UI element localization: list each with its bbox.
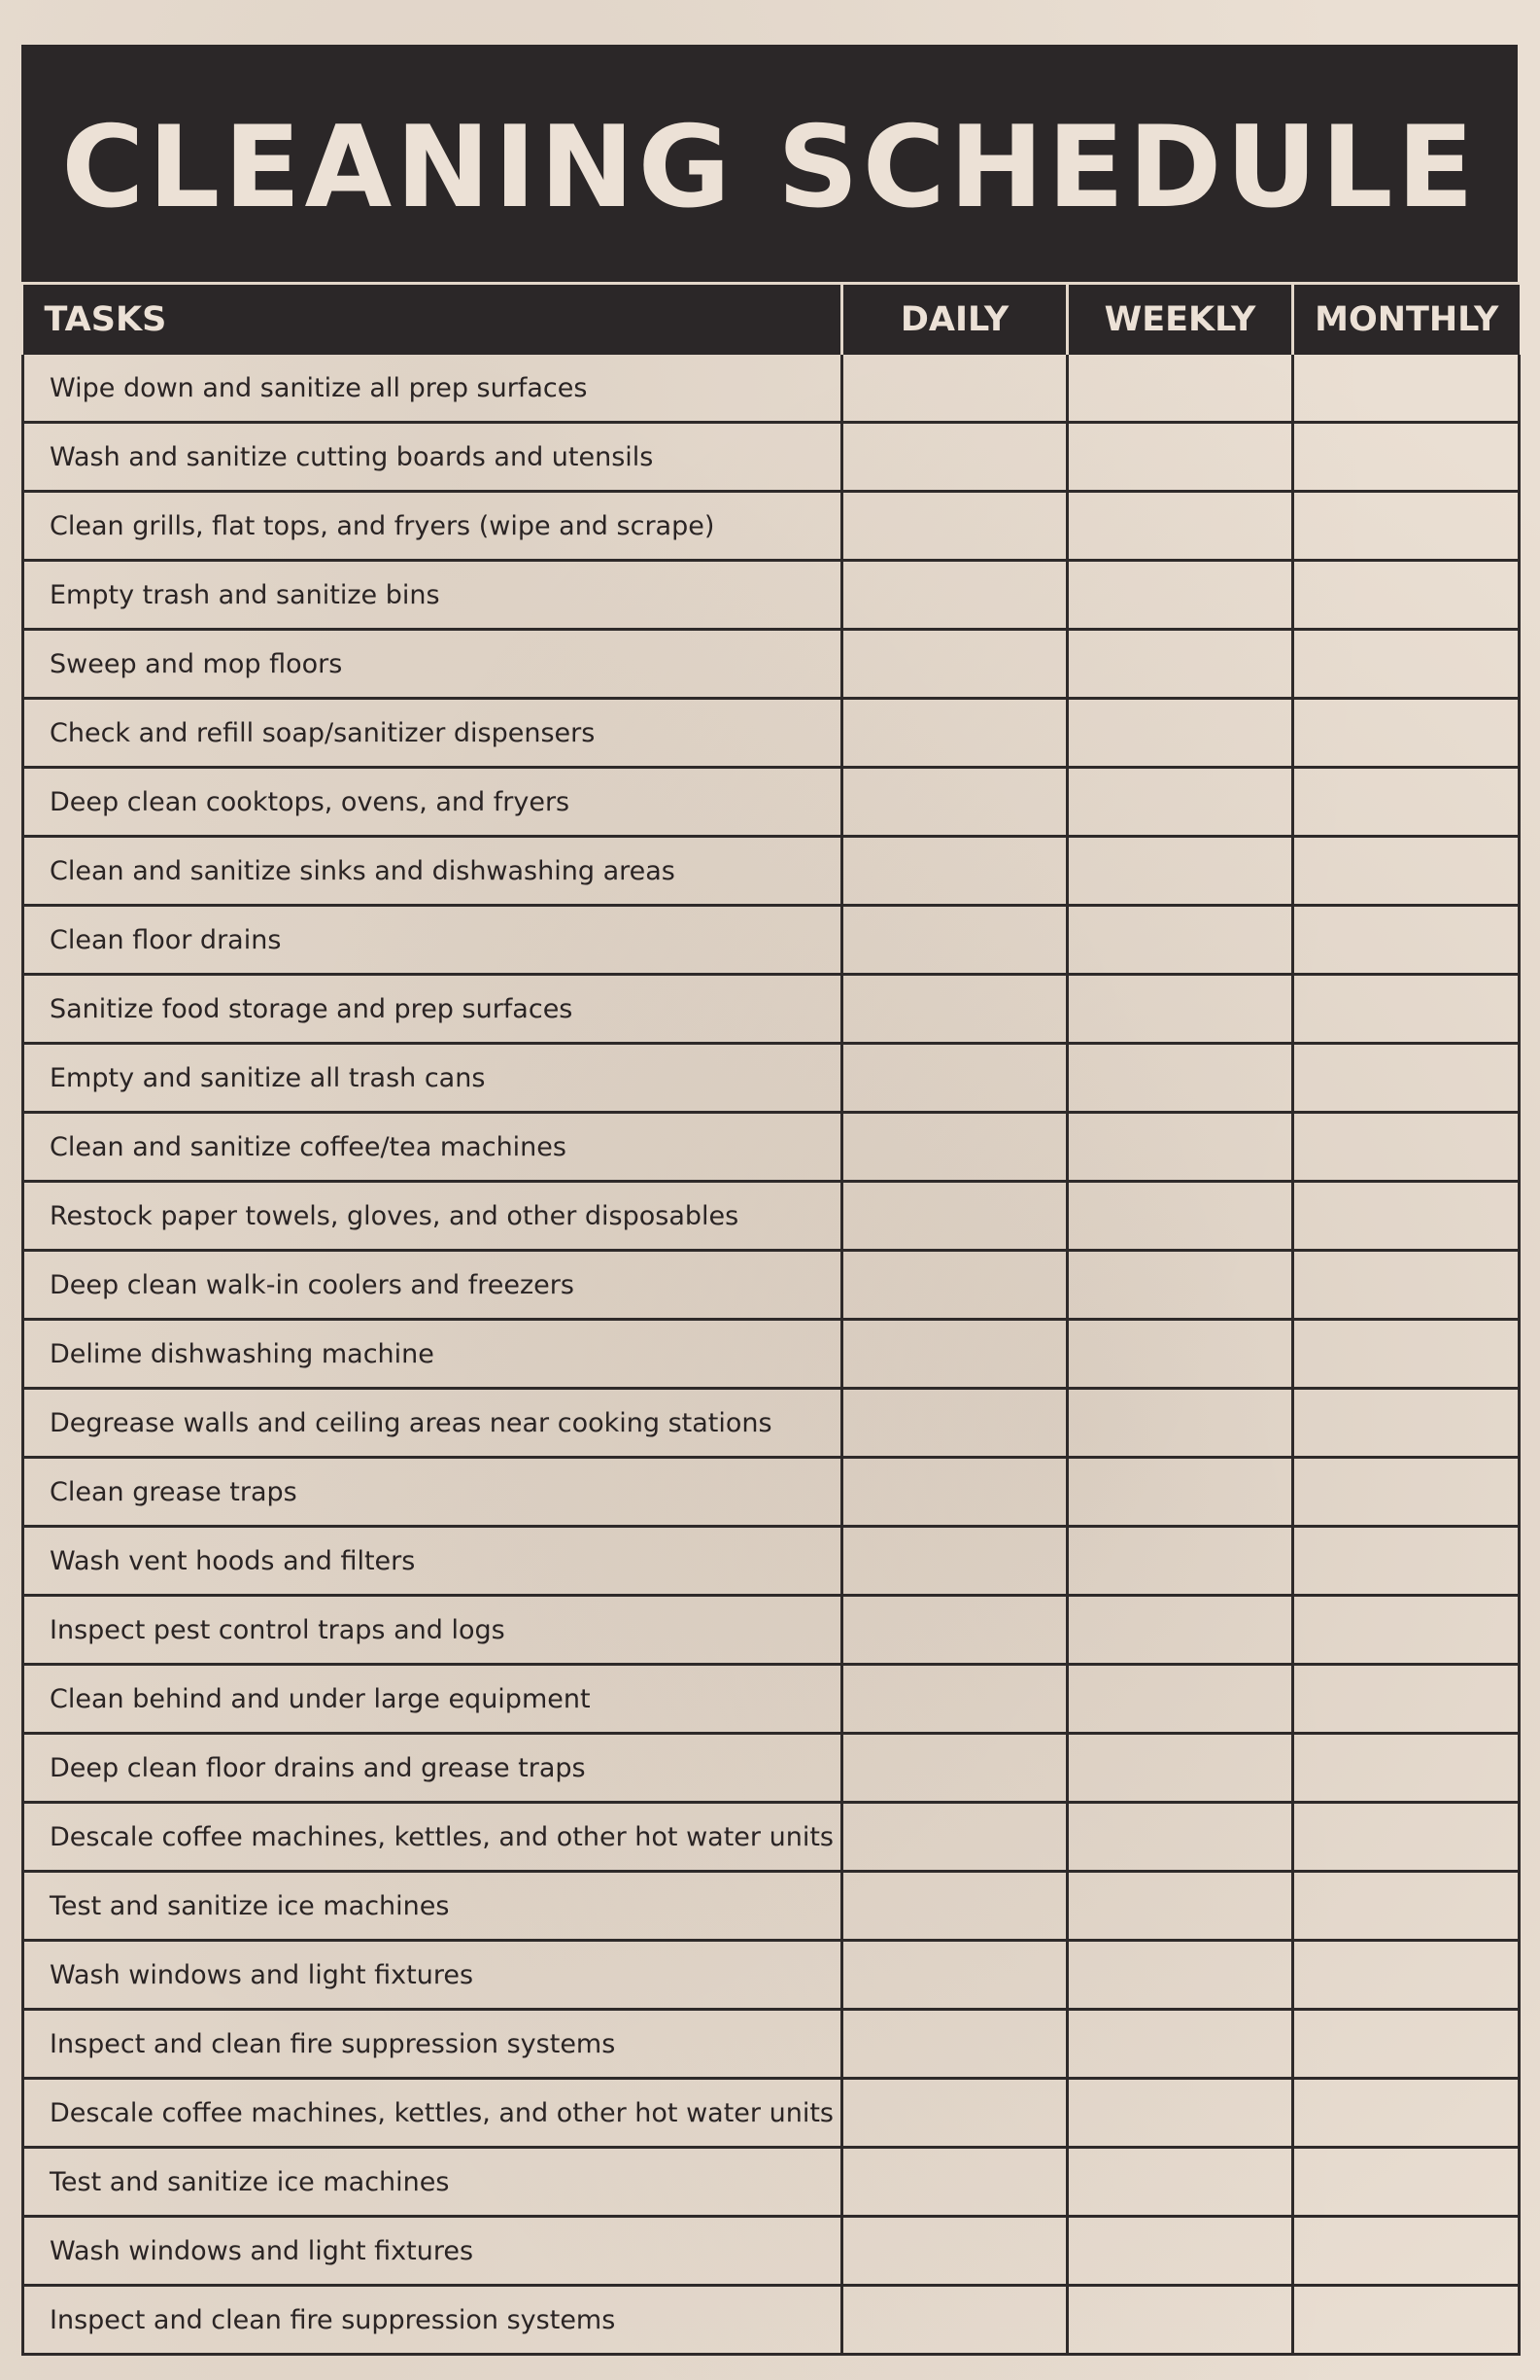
weekly-column-header: WEEKLY [1068,284,1293,356]
monthly-checkbox-cell[interactable] [1293,1734,1520,1803]
monthly-checkbox-cell[interactable] [1293,1044,1520,1113]
task-label: Inspect and clean fire suppression systems [23,2286,842,2355]
daily-checkbox-cell[interactable] [842,1044,1068,1113]
table-row [23,1044,1520,1113]
table-row [23,2148,1520,2217]
table-row [23,630,1520,699]
weekly-checkbox-cell[interactable] [1068,1251,1293,1320]
task-label: Sanitize food storage and prep surfaces [23,975,842,1044]
daily-checkbox-cell[interactable] [842,1941,1068,2010]
weekly-checkbox-cell[interactable] [1068,906,1293,975]
schedule-table [21,282,1521,2356]
weekly-checkbox-cell[interactable] [1068,1527,1293,1596]
weekly-checkbox-cell[interactable] [1068,975,1293,1044]
daily-checkbox-cell[interactable] [842,1251,1068,1320]
task-label: Sweep and mop floors [23,630,842,699]
monthly-checkbox-cell[interactable] [1293,906,1520,975]
weekly-checkbox-cell[interactable] [1068,768,1293,837]
weekly-checkbox-cell[interactable] [1068,1044,1293,1113]
daily-checkbox-cell[interactable] [842,2217,1068,2286]
daily-checkbox-cell[interactable] [842,768,1068,837]
monthly-checkbox-cell[interactable] [1293,1872,1520,1941]
weekly-checkbox-cell[interactable] [1068,2079,1293,2148]
weekly-checkbox-cell[interactable] [1068,630,1293,699]
weekly-checkbox-cell[interactable] [1068,837,1293,906]
monthly-checkbox-cell[interactable] [1293,423,1520,492]
monthly-checkbox-cell[interactable] [1293,1527,1520,1596]
daily-checkbox-cell[interactable] [842,355,1068,423]
daily-checkbox-cell[interactable] [842,1665,1068,1734]
weekly-checkbox-cell[interactable] [1068,1734,1293,1803]
monthly-checkbox-cell[interactable] [1293,492,1520,561]
weekly-checkbox-cell[interactable] [1068,1941,1293,2010]
table-row [23,699,1520,768]
monthly-checkbox-cell[interactable] [1293,1596,1520,1665]
monthly-checkbox-cell[interactable] [1293,2148,1520,2217]
table-row [23,1665,1520,1734]
weekly-checkbox-cell[interactable] [1068,2286,1293,2355]
page-title: CLEANING SCHEDULE [61,101,1478,233]
monthly-checkbox-cell[interactable] [1293,1665,1520,1734]
daily-checkbox-cell[interactable] [842,1872,1068,1941]
weekly-checkbox-cell[interactable] [1068,2010,1293,2079]
monthly-checkbox-cell[interactable] [1293,699,1520,768]
task-label: Clean behind and under large equipment [23,1665,842,1734]
task-label: Restock paper towels, gloves, and other disposables [23,1182,842,1251]
weekly-checkbox-cell[interactable] [1068,1113,1293,1182]
table-row [23,1251,1520,1320]
weekly-checkbox-cell[interactable] [1068,355,1293,423]
task-label: Clean grills, flat tops, and fryers (wipe and scrape) [23,492,842,561]
monthly-checkbox-cell[interactable] [1293,1113,1520,1182]
weekly-checkbox-cell[interactable] [1068,561,1293,630]
daily-checkbox-cell[interactable] [842,2079,1068,2148]
monthly-checkbox-cell[interactable] [1293,768,1520,837]
daily-checkbox-cell[interactable] [842,906,1068,975]
monthly-checkbox-cell[interactable] [1293,1182,1520,1251]
monthly-checkbox-cell[interactable] [1293,2217,1520,2286]
weekly-checkbox-cell[interactable] [1068,2217,1293,2286]
task-label: Clean and sanitize coffee/tea machines [23,1113,842,1182]
monthly-checkbox-cell[interactable] [1293,2079,1520,2148]
table-row [23,1320,1520,1389]
monthly-checkbox-cell[interactable] [1293,1251,1520,1320]
task-label: Descale coffee machines, kettles, and other hot water units [23,2079,842,2148]
task-label: Check and refill soap/sanitizer dispensers [23,699,842,768]
table-row [23,1734,1520,1803]
task-label: Descale coffee machines, kettles, and other hot water units [23,1803,842,1872]
monthly-checkbox-cell[interactable] [1293,561,1520,630]
daily-checkbox-cell[interactable] [842,1458,1068,1527]
table-row [23,2079,1520,2148]
table-row [23,1113,1520,1182]
weekly-checkbox-cell[interactable] [1068,1389,1293,1458]
table-row [23,975,1520,1044]
task-label: Deep clean cooktops, ovens, and fryers [23,768,842,837]
monthly-checkbox-cell[interactable] [1293,1389,1520,1458]
weekly-checkbox-cell[interactable] [1068,1182,1293,1251]
table-row [23,2217,1520,2286]
table-row [23,1941,1520,2010]
table-row [23,561,1520,630]
table-row [23,906,1520,975]
weekly-checkbox-cell[interactable] [1068,2148,1293,2217]
task-label: Wash windows and light fixtures [23,1941,842,2010]
monthly-checkbox-cell[interactable] [1293,630,1520,699]
task-label: Clean grease traps [23,1458,842,1527]
table-row [23,1872,1520,1941]
table-row [23,1527,1520,1596]
table-row [23,1389,1520,1458]
weekly-checkbox-cell[interactable] [1068,1665,1293,1734]
task-label: Wash and sanitize cutting boards and utensils [23,423,842,492]
daily-checkbox-cell[interactable] [842,630,1068,699]
task-label: Wash vent hoods and filters [23,1527,842,1596]
table-row [23,355,1520,423]
task-label: Clean and sanitize sinks and dishwashing areas [23,837,842,906]
monthly-checkbox-cell[interactable] [1293,975,1520,1044]
weekly-checkbox-cell[interactable] [1068,699,1293,768]
table-row [23,2010,1520,2079]
task-label: Empty trash and sanitize bins [23,561,842,630]
monthly-checkbox-cell[interactable] [1293,837,1520,906]
daily-checkbox-cell[interactable] [842,1389,1068,1458]
daily-checkbox-cell[interactable] [842,837,1068,906]
table-row [23,837,1520,906]
daily-checkbox-cell[interactable] [842,1182,1068,1251]
cleaning-schedule-sheet [21,45,1518,2356]
task-label: Wash windows and light fixtures [23,2217,842,2286]
monthly-checkbox-cell[interactable] [1293,1320,1520,1389]
table-row [23,1803,1520,1872]
table-row [23,768,1520,837]
task-label: Test and sanitize ice machines [23,2148,842,2217]
daily-checkbox-cell[interactable] [842,1803,1068,1872]
weekly-checkbox-cell[interactable] [1068,492,1293,561]
daily-checkbox-cell[interactable] [842,1596,1068,1665]
table-row [23,1596,1520,1665]
daily-checkbox-cell[interactable] [842,1734,1068,1803]
daily-checkbox-cell[interactable] [842,1113,1068,1182]
table-row [23,1458,1520,1527]
monthly-checkbox-cell[interactable] [1293,1803,1520,1872]
daily-checkbox-cell[interactable] [842,561,1068,630]
monthly-checkbox-cell[interactable] [1293,2010,1520,2079]
monthly-checkbox-cell[interactable] [1293,1458,1520,1527]
task-label: Empty and sanitize all trash cans [23,1044,842,1113]
table-row [23,423,1520,492]
weekly-checkbox-cell[interactable] [1068,1320,1293,1389]
task-label: Inspect and clean fire suppression systems [23,2010,842,2079]
monthly-checkbox-cell[interactable] [1293,355,1520,423]
title-bar [21,45,1518,282]
task-label: Clean floor drains [23,906,842,975]
weekly-checkbox-cell[interactable] [1068,423,1293,492]
table-row [23,1182,1520,1251]
daily-checkbox-cell[interactable] [842,1320,1068,1389]
daily-checkbox-cell[interactable] [842,492,1068,561]
daily-column-header: DAILY [842,284,1068,356]
daily-checkbox-cell[interactable] [842,2286,1068,2355]
weekly-checkbox-cell[interactable] [1068,1803,1293,1872]
daily-checkbox-cell[interactable] [842,699,1068,768]
daily-checkbox-cell[interactable] [842,423,1068,492]
task-label: Deep clean floor drains and grease traps [23,1734,842,1803]
task-label: Deep clean walk-in coolers and freezers [23,1251,842,1320]
weekly-checkbox-cell[interactable] [1068,1872,1293,1941]
table-row [23,2286,1520,2355]
task-label: Delime dishwashing machine [23,1320,842,1389]
monthly-checkbox-cell[interactable] [1293,1941,1520,2010]
monthly-column-header: MONTHLY [1293,284,1520,356]
task-label: Test and sanitize ice machines [23,1872,842,1941]
daily-checkbox-cell[interactable] [842,2010,1068,2079]
task-rows [23,355,1520,2355]
task-label: Degrease walls and ceiling areas near cooking stations [23,1389,842,1458]
header-row [23,284,1520,356]
daily-checkbox-cell[interactable] [842,1527,1068,1596]
daily-checkbox-cell[interactable] [842,975,1068,1044]
weekly-checkbox-cell[interactable] [1068,1596,1293,1665]
task-label: Inspect pest control traps and logs [23,1596,842,1665]
task-label: Wipe down and sanitize all prep surfaces [23,355,842,423]
daily-checkbox-cell[interactable] [842,2148,1068,2217]
table-row [23,492,1520,561]
tasks-column-header: TASKS [23,284,842,356]
monthly-checkbox-cell[interactable] [1293,2286,1520,2355]
weekly-checkbox-cell[interactable] [1068,1458,1293,1527]
